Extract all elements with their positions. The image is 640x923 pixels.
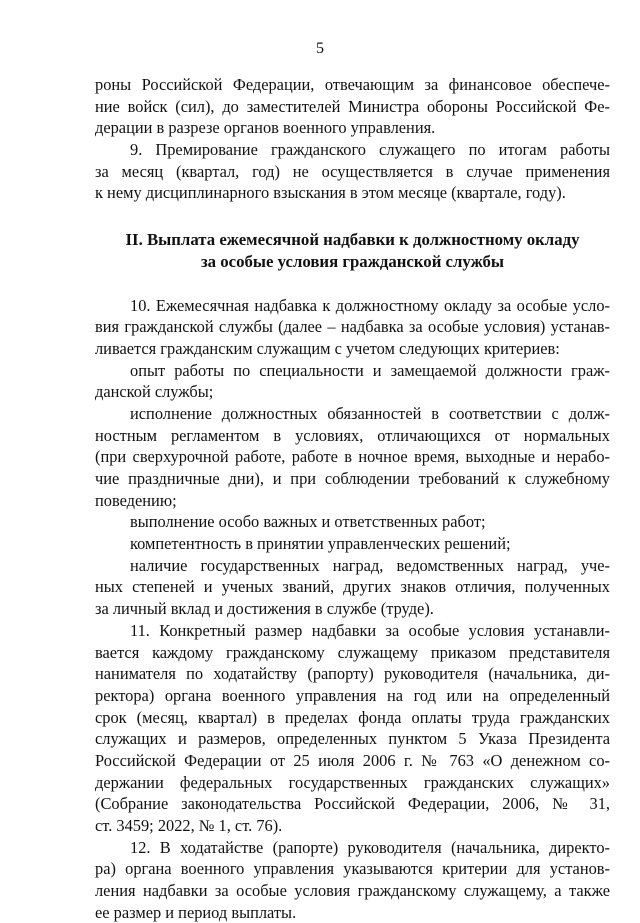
text-line: за личный вклад и достижения в службе (труде).: [95, 599, 434, 619]
criterion-awards: [95, 555, 610, 620]
criterion-competence: [95, 533, 610, 555]
text-line: (Собрание законодательства Российской Федерации, 2006, № 31,: [95, 794, 610, 814]
text-line: ления надбавки за особые условия гражданскому служащему, а также: [95, 881, 610, 901]
spacer: [95, 204, 610, 229]
text-line: поведению;: [95, 490, 177, 510]
paragraph-10: [95, 295, 610, 360]
text-line: за месяц (квартал, год) не осуществляется в случае применения: [95, 161, 610, 181]
paragraph-12: [95, 837, 610, 923]
document-body: [95, 74, 610, 923]
text-line: ностным регламентом в условиях, отличающихся от нормальных: [95, 425, 610, 445]
text-line: Российской Федерации от 25 июля 2006 г. № 763 «О денежном со-: [95, 750, 610, 770]
text-line: исполнение должностных обязанностей в соответствии с долж-: [130, 403, 610, 423]
text-line: ра) органа военного управления указываются критерии для установ-: [95, 859, 610, 879]
text-line: ее размер и период выплаты.: [95, 902, 297, 922]
text-line: 12. В ходатайстве (рапорте) руководителя (начальника, директо-: [130, 837, 610, 857]
text-line: наличие государственных наград, ведомственных наград, уче-: [130, 555, 610, 575]
text-line: опыт работы по специальности и замещаемой должности граж-: [130, 360, 610, 380]
text-line: (при сверхурочной работе, работе в ночное время, выходные и нерабо-: [95, 447, 610, 467]
text-line: дерации в разрезе органов военного управления.: [95, 118, 436, 138]
criterion-duties: [95, 403, 610, 511]
text-line: ливается гражданским служащим с учетом следующих критериев:: [95, 338, 560, 358]
text-line: срок (месяц, квартал) в пределах фонда оплаты труда гражданских: [95, 707, 610, 727]
text-line: выполнение особо важных и ответственных работ;: [130, 512, 486, 532]
paragraph-9: [95, 139, 610, 204]
criterion-important-work: [95, 511, 610, 533]
text-line: роны Российской Федерации, отвечающим за финансовое обеспече-: [95, 75, 610, 94]
text-line: 11. Конкретный размер надбавки за особые условия устанавли-: [130, 620, 610, 640]
page-number: 5: [316, 40, 324, 57]
section-heading: [95, 229, 610, 272]
text-line: компетентность в принятии управленческих решений;: [130, 534, 511, 554]
text-line: к нему дисциплинарного взыскания в этом месяце (квартале, году).: [95, 183, 566, 203]
spacer: [95, 273, 610, 295]
paragraph-continuation: [95, 74, 610, 139]
text-line: ст. 3459; 2022, № 1, ст. 76).: [95, 816, 283, 835]
text-line: ных степеней и ученых званий, других знаков отличия, полученных: [95, 577, 610, 597]
heading-line: за особые условия гражданской службы: [200, 251, 505, 271]
text-line: ректора) органа военного управления на год или на определенный: [95, 685, 610, 705]
text-line: вается каждому гражданскому служащему приказом представителя: [95, 642, 610, 662]
criterion-experience: [95, 360, 610, 403]
text-line: вия гражданской службы (далее – надбавка за особые условия) устанав-: [95, 317, 610, 337]
text-line: ние войск (сил), до заместителей Министра обороны Российской Фе-: [95, 96, 610, 116]
text-line: нанимателя по ходатайству (рапорту) руководителя (начальника, ди-: [95, 664, 610, 684]
text-line: чие праздничные дни), и при соблюдении требований к служебному: [95, 469, 610, 488]
heading-line: II. Выплата ежемесячной надбавки к должностному окладу: [125, 230, 580, 250]
paragraph-11: [95, 620, 610, 837]
text-line: 10. Ежемесячная надбавка к должностному окладу за особые усло-: [130, 295, 610, 315]
text-line: данской службы;: [95, 382, 214, 402]
text-line: 9. Премирование гражданского служащего по итогам работы: [130, 140, 610, 160]
text-line: служащих и размеров, определенных пунктом 5 Указа Президента: [95, 729, 610, 749]
text-line: держании федеральных государственных гражданских служащих»: [95, 772, 610, 792]
